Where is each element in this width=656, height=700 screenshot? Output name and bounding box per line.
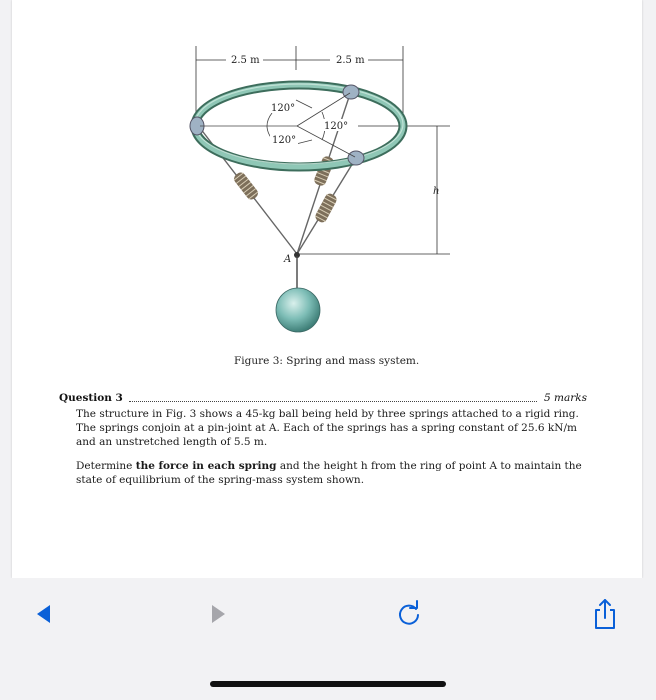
angle-label-top: 120° (271, 103, 296, 114)
ring-clamp-top-right (343, 85, 359, 99)
leader-dots (129, 401, 537, 402)
spring-coil-left (232, 170, 260, 201)
spring-coil-right (314, 192, 339, 224)
share-icon (590, 597, 620, 631)
forward-arrow-icon (207, 603, 229, 625)
bottom-toolbar (0, 578, 656, 652)
question-instruction (76, 459, 588, 487)
figure-caption: Figure 3: Spring and mass system. (234, 355, 420, 367)
question-header (59, 392, 587, 406)
dim-label-right: 2.5 m (336, 55, 365, 66)
home-indicator[interactable] (210, 681, 446, 687)
instruction-post: and the height h from the ring of point A to maintain the state of equilibrium of the spring-mass system shown. (76, 460, 582, 486)
instruction-bold: the force in each spring (135, 460, 277, 472)
spring-rods (200, 94, 356, 254)
height-dimension (300, 126, 450, 254)
forward-button[interactable] (204, 600, 232, 628)
dim-label-left: 2.5 m (231, 55, 260, 66)
pin-label: A (284, 254, 292, 265)
angle-label-bottom: 120° (272, 135, 297, 146)
back-button[interactable] (30, 600, 58, 628)
reload-button[interactable] (393, 598, 425, 630)
reload-icon (395, 600, 423, 628)
ring-clamp-bottom-right (348, 151, 364, 165)
rigid-ring (195, 84, 403, 167)
height-label: h (433, 186, 440, 197)
back-arrow-icon (33, 603, 55, 625)
ball-mass (276, 288, 320, 332)
question-paragraph: The structure in Fig. 3 shows a 45-kg ball being held by three springs attached to a rigid ring. The springs conjoin at a pin-joint at A. Each of the springs has a spring constant of 25.6 kN/m and an unstretched length of 5.5 m. (76, 408, 579, 448)
question-title: Question 3 (59, 392, 123, 404)
question-marks: 5 marks (543, 392, 587, 404)
share-button[interactable] (588, 596, 622, 632)
instruction-pre: Determine (76, 460, 136, 472)
angle-label-right: 120° (324, 121, 349, 132)
